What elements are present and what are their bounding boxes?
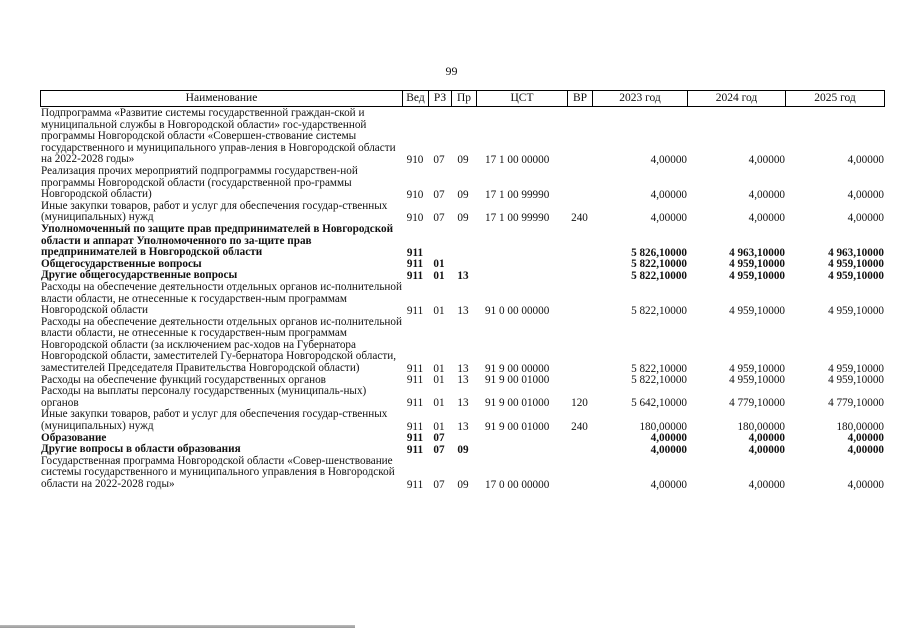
row-y2025: 4,00000 [847,443,884,456]
row-y2024: 4 779,10000 [729,397,785,410]
row-rz: 07 [433,443,445,456]
row-ved: 911 [406,478,424,491]
row-y2025: 4,00000 [847,478,884,491]
row-ved: 911 [406,269,424,282]
row-y2025: 4 959,10000 [828,269,884,282]
row-ved: 911 [406,397,424,410]
table-body [40,108,892,491]
row-y2023: 5 822,10000 [631,304,687,317]
row-rz: 01 [433,397,445,410]
row-y2023: 5 822,10000 [631,374,687,387]
row-pr: 09 [457,153,469,166]
row-rz: 07 [433,153,445,166]
row-cst: 91 9 00 01000 [485,397,550,410]
row-rz: 01 [433,374,445,387]
row-rz: 07 [433,188,445,201]
header-2025: 2025 год [785,90,885,107]
row-y2023: 4,00000 [650,478,687,491]
row-ved: 911 [406,304,424,317]
row-pr: 09 [457,478,469,491]
row-rz: 07 [433,432,445,445]
row-pr: 13 [457,304,469,317]
row-y2023: 5 822,10000 [631,258,687,271]
header-ved: Вед [402,90,429,107]
row-rz: 01 [433,362,445,375]
row-y2023: 4,00000 [650,188,687,201]
row-y2023: 5 822,10000 [631,269,687,282]
row-cst: 91 9 00 00000 [485,362,550,375]
row-ved: 910 [406,211,424,224]
row-ved: 911 [406,432,424,445]
table-row [40,409,892,432]
table-row [40,166,892,201]
row-pr: 13 [457,362,469,375]
row-y2024: 4 963,10000 [729,246,785,259]
row-ved: 911 [406,420,424,433]
header-2023: 2023 год [592,90,688,107]
row-rz: 07 [433,211,445,224]
row-y2024: 4 959,10000 [729,374,785,387]
row-y2025: 4 959,10000 [828,304,884,317]
table-row [40,456,892,491]
row-ved: 911 [406,362,424,375]
row-y2023: 5 826,10000 [631,246,687,259]
scan-edge-line [0,625,355,628]
row-cst: 91 0 00 00000 [485,304,550,317]
row-name: Уполномоченный по защите прав предпринимателей в Новгородской области и аппарат Уполномоченного по за-щите прав предпринимателей в Новгородской области [41,222,394,259]
row-ved: 911 [406,443,424,456]
row-y2024: 4 959,10000 [729,362,785,375]
row-y2023: 4,00000 [650,211,687,224]
table-row [40,108,892,166]
header-vr: ВР [567,90,593,107]
row-rz: 07 [433,478,445,491]
row-y2024: 4 959,10000 [729,304,785,317]
table-header [40,90,892,108]
row-y2024: 4,00000 [748,188,785,201]
row-y2025: 4 959,10000 [828,258,884,271]
row-name: Расходы на выплаты персоналу государственных (муниципаль-ных) органов [41,385,367,409]
header-rz: РЗ [428,90,452,107]
row-pr: 09 [457,443,469,456]
row-pr: 13 [457,420,469,433]
row-y2024: 4,00000 [748,432,785,445]
row-name: Реализация прочих мероприятий подпрограммы государствен-ной программы Новгородской области (государственной про-граммы Новгородской области) [41,164,358,201]
row-name: Расходы на обеспечение функций государственных органов [41,373,326,386]
row-cst: 17 1 00 00000 [485,153,550,166]
row-y2023: 4,00000 [650,153,687,166]
row-pr: 13 [457,374,469,387]
page-number: 99 [445,64,458,78]
row-ved: 911 [406,246,424,259]
row-y2023: 4,00000 [650,432,687,445]
row-ved: 910 [406,188,424,201]
row-y2024: 4,00000 [748,153,785,166]
row-y2025: 4,00000 [847,188,884,201]
row-rz: 01 [433,258,445,271]
row-y2025: 4 963,10000 [828,246,884,259]
row-ved: 910 [406,153,424,166]
table-row [40,201,892,224]
row-name: Другие общегосударственные вопросы [41,269,238,282]
row-y2025: 4,00000 [847,432,884,445]
row-y2023: 5 642,10000 [631,397,687,410]
row-y2023: 4,00000 [650,443,687,456]
row-vr: 120 [571,397,588,410]
row-vr: 240 [571,420,588,433]
row-y2025: 4,00000 [847,211,884,224]
row-y2023: 180,00000 [639,420,687,433]
table-row [40,386,892,409]
row-name: Иные закупки товаров, работ и услуг для обеспечения государ-ственных (муниципальных) нужд [41,199,388,224]
row-y2025: 4 779,10000 [828,397,884,410]
budget-table [40,90,892,491]
row-name: Общегосударственные вопросы [41,257,202,270]
row-pr: 13 [457,397,469,410]
row-name: Государственная программа Новгородской области «Совер-шенствование системы государственного и муниципального управления в Новгородской области на 2022-2028 годы» [41,454,395,490]
row-y2025: 180,00000 [836,420,884,433]
row-y2024: 4,00000 [748,478,785,491]
row-y2023: 5 822,10000 [631,362,687,375]
row-rz: 01 [433,420,445,433]
row-y2025: 4 959,10000 [828,362,884,375]
row-y2024: 4,00000 [748,443,785,456]
row-pr: 09 [457,211,469,224]
table-row [40,224,892,259]
row-cst: 17 0 00 00000 [485,478,550,491]
table-row [40,282,892,317]
row-pr: 09 [457,188,469,201]
row-y2024: 4 959,10000 [729,258,785,271]
row-vr: 240 [571,211,588,224]
row-pr: 13 [457,269,469,282]
row-y2025: 4 959,10000 [828,374,884,387]
row-name: Расходы на обеспечение деятельности отдельных органов ис-полнительной власти области, не отнесенные к государствен-ным программам Новгородской области [41,280,402,317]
row-name: Расходы на обеспечение деятельности отдельных органов ис-полнительной власти области, не отнесенные к государствен-ным программам Новгородской области (за исключением рас-ходов на Губернатора Новгородской области, заместителей Гу-бернатора Новгородской области, заместителей Председателя Правительства Новгородской области) [41,315,402,375]
row-name: Иные закупки товаров, работ и услуг для обеспечения государ-ственных (муниципальных) нужд [41,408,388,433]
row-name: Образование [41,431,107,444]
row-y2024: 4,00000 [748,211,785,224]
row-ved: 911 [406,374,424,387]
row-cst: 91 9 00 01000 [485,420,550,433]
header-pr: Пр [451,90,477,107]
row-rz: 01 [433,304,445,317]
row-y2024: 180,00000 [737,420,785,433]
row-cst: 17 1 00 99990 [485,188,550,201]
row-cst: 91 9 00 01000 [485,374,550,387]
row-ved: 911 [406,258,424,271]
row-name: Другие вопросы в области образования [41,443,241,456]
header-cst: ЦСТ [476,90,568,107]
table-row [40,317,892,375]
header-name: Наименование [40,90,403,107]
header-2024: 2024 год [687,90,786,107]
row-name: Подпрограмма «Развитие системы государственной граждан-ской и муниципальной службы в Новгородской области» гос-ударственной программы Новгородской области «Совершен-ствование системы государственного и муниципального управ-ления в Новгородской области на 2022-2028 годы» [41,107,396,166]
row-cst: 17 1 00 99990 [485,211,550,224]
row-rz: 01 [433,269,445,282]
row-y2024: 4 959,10000 [729,269,785,282]
row-y2025: 4,00000 [847,153,884,166]
